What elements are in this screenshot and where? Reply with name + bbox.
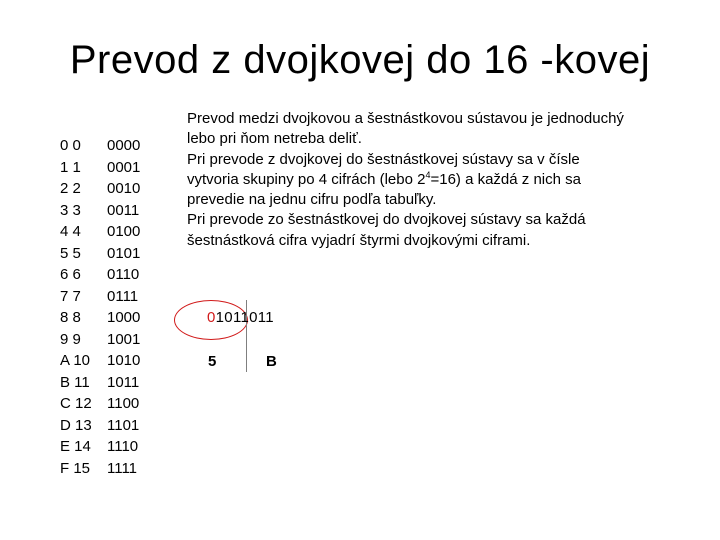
binary-value: 0110 [107,266,140,283]
conversion-example [174,300,304,380]
binary-value: 1000 [107,309,141,326]
binary-value: 1010 [107,352,141,369]
hex-digit-left: 5 [208,353,217,370]
binary-value: 1100 [107,395,140,412]
hex-value: 0 0 [60,137,81,154]
hex-value: 1 1 [60,158,81,176]
hex-value: 9 9 [60,330,81,348]
binary-value: 0001 [107,158,141,176]
binary-value: 1001 [107,330,141,348]
binary-value: 1111 [107,459,138,477]
hex-value: C 12 [60,395,92,412]
hex-value: E 14 [60,438,91,455]
slide-title: Prevod z dvojkovej do 16 -kovej [69,38,651,82]
description-paragraph-1: Prevod medzi dvojkovou a šestnástkovou sústavou je jednoduchý lebo pri ňom netreba deliť. [187,110,624,148]
description-paragraph-2-tail: =16) a každá z nich sa prevedie na jednu cifru podľa tabuľky. [187,170,581,209]
hex-value: A 10 [60,352,91,369]
hex-value: 6 6 [60,266,81,283]
hex-value: 5 5 [60,244,81,262]
hex-value: F 15 [60,459,91,477]
hex-value: 3 3 [60,201,81,219]
exponent: 4 [425,169,431,180]
binary-value: 0010 [107,180,141,197]
binary-value: 0000 [107,137,141,154]
binary-value: 0101 [107,244,141,262]
binary-digits: 1011011 [215,309,274,326]
binary-value: 1101 [107,416,140,434]
description [187,109,627,251]
hex-value: 7 7 [60,287,81,305]
binary-number [207,309,274,326]
hex-digit-right: B [266,353,277,370]
hex-value: 8 8 [60,309,81,326]
hex-value: 4 4 [60,223,81,240]
binary-value: 0100 [107,223,141,240]
description-paragraph-2-text: Pri prevode z dvojkovej do šestnástkovej sústavy sa v čísle vytvoria skupiny po 4 cifrách (lebo 2 [187,150,580,188]
binary-value: 1110 [107,438,139,455]
description-paragraph-2 [187,150,627,211]
binary-leading-zero: 0 [207,309,216,326]
binary-value: 0111 [107,287,139,305]
hex-value: 2 2 [60,180,81,197]
hex-value: B 11 [60,373,90,391]
binary-value: 1011 [107,373,140,391]
binary-value: 0011 [107,201,140,219]
hex-value: D 13 [60,416,92,434]
description-paragraph-3: Pri prevode zo šestnástkovej do dvojkovej sústavy sa každá šestnástková cifra vyjadrí štyrmi dvojkovými ciframi. [187,211,586,249]
